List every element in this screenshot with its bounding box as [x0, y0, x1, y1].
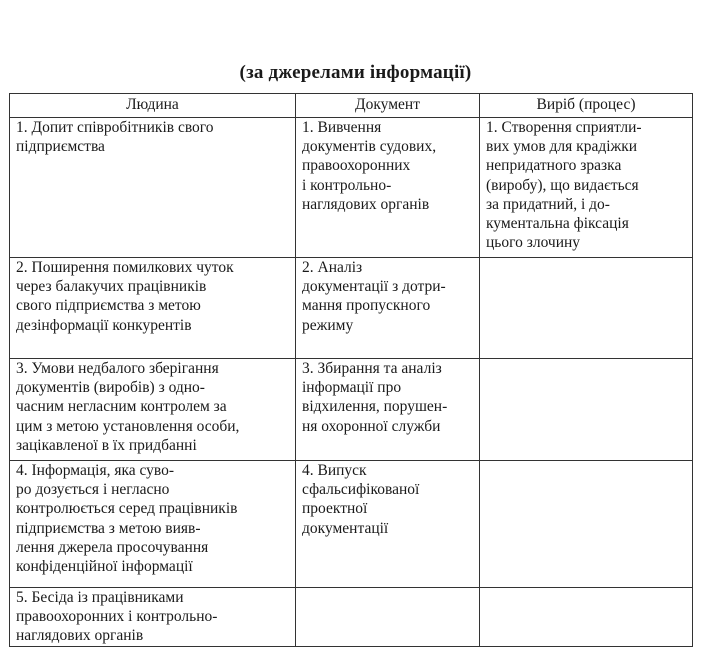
cell-line: (виробу), що видається — [486, 176, 639, 194]
header-document: Документ — [296, 94, 480, 118]
cell-document — [296, 588, 480, 647]
cell-line: лення джерела просочування — [16, 538, 209, 556]
cell-line: правоохоронних і контрольно- — [16, 608, 218, 626]
cell-line: конфіденційної інформації — [16, 558, 193, 576]
information-sources-table — [9, 93, 693, 647]
cell-line: документації з дотри- — [302, 278, 446, 296]
cell-document — [296, 461, 480, 588]
cell-line: 5. Бесіда із працівниками — [16, 589, 184, 606]
cell-line: ро дозується і негласно — [16, 481, 170, 499]
cell-process — [480, 118, 693, 258]
cell-line: цим з метою установлення особи, — [16, 417, 240, 435]
cell-process — [480, 461, 693, 588]
cell-person — [10, 359, 296, 461]
cell-person — [10, 258, 296, 359]
cell-line: документів судових, — [302, 138, 437, 156]
cell-process — [480, 258, 693, 359]
page-title: (за джерелами інформації) — [239, 62, 472, 83]
cell-line: за придатний, і до- — [486, 195, 610, 213]
cell-line: і контрольно- — [302, 176, 392, 194]
cell-line: часним негласним контролем за — [16, 398, 227, 416]
cell-line: мання пропускного — [302, 297, 431, 315]
cell-line: підприємства з метою вияв- — [16, 519, 201, 537]
cell-line: правоохоронних — [302, 157, 411, 175]
cell-document — [296, 118, 480, 258]
cell-line: через балакучих працівників — [16, 278, 207, 296]
cell-line: наглядових органів — [16, 627, 144, 645]
cell-line: документів (виробів) з одно- — [16, 379, 205, 397]
cell-line: інформації про — [302, 379, 402, 397]
cell-line: контролюється серед працівників — [16, 500, 238, 518]
cell-person — [10, 461, 296, 588]
cell-line: свого підприємства з метою — [16, 297, 201, 315]
cell-person — [10, 118, 296, 258]
cell-line: 3. Збирання та аналіз — [302, 360, 442, 377]
table-row — [10, 461, 693, 588]
cell-line: 4. Випуск — [302, 462, 367, 479]
cell-line: підприємства — [16, 138, 105, 156]
cell-line: ня охоронної служби — [302, 417, 441, 435]
table-row — [10, 118, 693, 258]
cell-line: кументальна фіксація — [486, 215, 629, 233]
cell-line: вих умов для крадіжки — [486, 138, 638, 156]
table-header-row — [10, 94, 693, 118]
cell-line: зацікавленої в їх придбанні — [16, 436, 197, 454]
cell-line: проектної — [302, 500, 368, 518]
cell-line: 1. Вивчення — [302, 119, 382, 136]
cell-line: дезінформації конкурентів — [16, 316, 192, 334]
cell-line: 1. Створення сприятли- — [486, 119, 642, 136]
table-row — [10, 588, 693, 647]
cell-line: 2. Поширення помилкових чуток — [16, 259, 234, 276]
cell-line: 3. Умови недбалого зберігання — [16, 360, 219, 377]
cell-line: відхилення, порушен- — [302, 398, 448, 416]
header-person: Людина — [10, 94, 296, 118]
cell-line: наглядових органів — [302, 195, 430, 213]
cell-document — [296, 258, 480, 359]
cell-process — [480, 588, 693, 647]
header-process: Виріб (процес) — [480, 94, 693, 118]
table-row — [10, 258, 693, 359]
table-row — [10, 359, 693, 461]
cell-line: 4. Інформація, яка суво- — [16, 462, 175, 479]
cell-line: режиму — [302, 316, 354, 334]
cell-line: сфальсифікованої — [302, 481, 420, 499]
cell-line: документації — [302, 519, 389, 537]
cell-line: цього злочину — [486, 234, 581, 252]
cell-document — [296, 359, 480, 461]
cell-process — [480, 359, 693, 461]
cell-person — [10, 588, 296, 647]
cell-line: непридатного зразка — [486, 157, 622, 175]
cell-line: 2. Аналіз — [302, 259, 363, 276]
cell-line: 1. Допит співробітників свого — [16, 119, 214, 136]
